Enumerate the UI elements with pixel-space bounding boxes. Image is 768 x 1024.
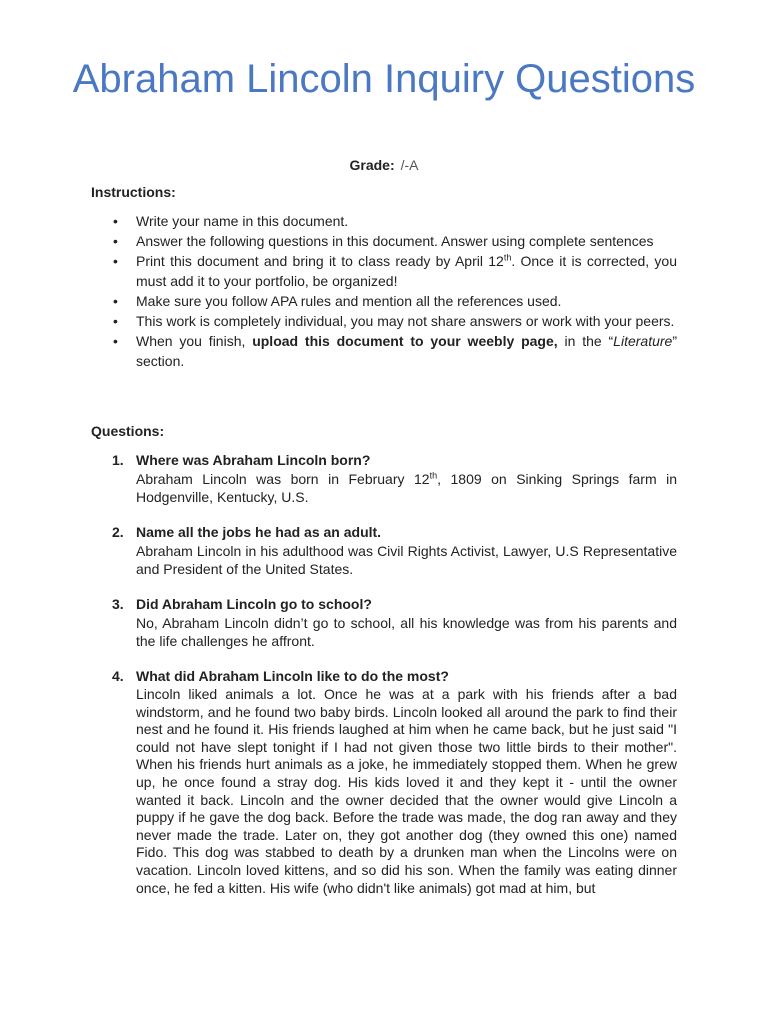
grade-value: /-A [400, 157, 419, 173]
instructions-heading: Instructions: [91, 184, 176, 200]
bullet-icon: • [113, 213, 118, 229]
question-number: 1. [112, 452, 124, 468]
answer-part: Abraham Lincoln was born in February 12 [136, 471, 430, 487]
answer-part: , 1809 on Sinking Springs farm in Hodgenville, Kentucky, U.S. [136, 471, 678, 505]
bullet-icon: • [113, 253, 118, 269]
instruction-text: Write your name in this document. [136, 213, 349, 229]
instruction-text: Answer the following questions in this document. Answer using complete sentences [136, 233, 654, 249]
instruction-item [91, 251, 677, 291]
instruction-text: When you finish, [136, 333, 253, 349]
question-item [91, 594, 677, 650]
question-number: 4. [112, 668, 124, 684]
answer-text: Abraham Lincoln in his adulthood was Civil Rights Activist, Lawyer, U.S Representative and President of the United States. [136, 543, 677, 577]
question-text: Name all the jobs he had as an adult. [136, 524, 382, 540]
question-number: 3. [112, 596, 124, 612]
question-text: What did Abraham Lincoln like to do the most? [136, 668, 449, 684]
instruction-italic-text: Literature [613, 333, 673, 349]
instruction-text: This work is completely individual, you may not share answers or work with your peers. [136, 313, 675, 329]
instruction-item [91, 211, 677, 231]
bullet-icon: • [113, 293, 118, 309]
question-item [91, 522, 677, 578]
question-item [91, 666, 677, 897]
instruction-text: Make sure you follow APA rules and mention all the references used. [136, 293, 562, 309]
instruction-bold-text: upload this document to your weebly page, [252, 333, 558, 349]
instruction-text: . Once it is corrected, you must add it to your portfolio, be organized! [136, 253, 678, 289]
superscript: th [429, 470, 438, 481]
bullet-icon: • [113, 313, 118, 329]
question-item [91, 450, 677, 506]
bullet-icon: • [113, 333, 118, 349]
questions-heading: Questions: [91, 423, 165, 439]
grade-line [0, 157, 768, 173]
question-text: Did Abraham Lincoln go to school? [136, 596, 372, 612]
answer-text: Lincoln liked animals a lot. Once he was at a park with his friends after a bad windstorm, and he found two baby birds. Lincoln looked all around the park to find their nest and he found it. His friends laughed at him when he came back, but he just said "I could not have slept tonight if I had not given those two little birds to their mother". When his friends hurt animals as a joke, he immediately stopped them. When he grew up, he once found a stray dog. His kids loved it and they kept it - until the owner wanted it back. Lincoln and the owner decided that the owner would give Lincoln a puppy if he gave the dog back. Before the trade was made, the dog ran away and they never made the trade. Later on, they got another dog (they owned this one) named Fido. This dog was stabbed to death by a drunken man when the Lincolns were on vacation. Lincoln loved kittens, and so did his son. When the family was eating dinner once, he fed a kitten. His wife (who didn't like animals) got mad at him, but [136, 686, 677, 896]
superscript: th [503, 252, 512, 263]
bullet-icon: • [113, 233, 118, 249]
instruction-text: ” section. [136, 333, 677, 369]
instructions-list [91, 211, 677, 371]
instruction-item [91, 231, 677, 251]
instruction-item [91, 291, 677, 311]
instruction-text: Print this document and bring it to class ready by April 12 [136, 253, 504, 269]
questions-list [91, 450, 677, 913]
instruction-item [91, 311, 677, 331]
question-text: Where was Abraham Lincoln born? [136, 452, 371, 468]
grade-label: Grade: [349, 157, 395, 173]
answer-text [136, 470, 677, 506]
document-title: Abraham Lincoln Inquiry Questions [72, 57, 696, 101]
instruction-item [91, 331, 677, 371]
question-number: 2. [112, 524, 124, 540]
instruction-text: in the “ [557, 333, 614, 349]
answer-text: No, Abraham Lincoln didn’t go to school, all his knowledge was from his parents and the life challenges he affront. [136, 615, 677, 649]
